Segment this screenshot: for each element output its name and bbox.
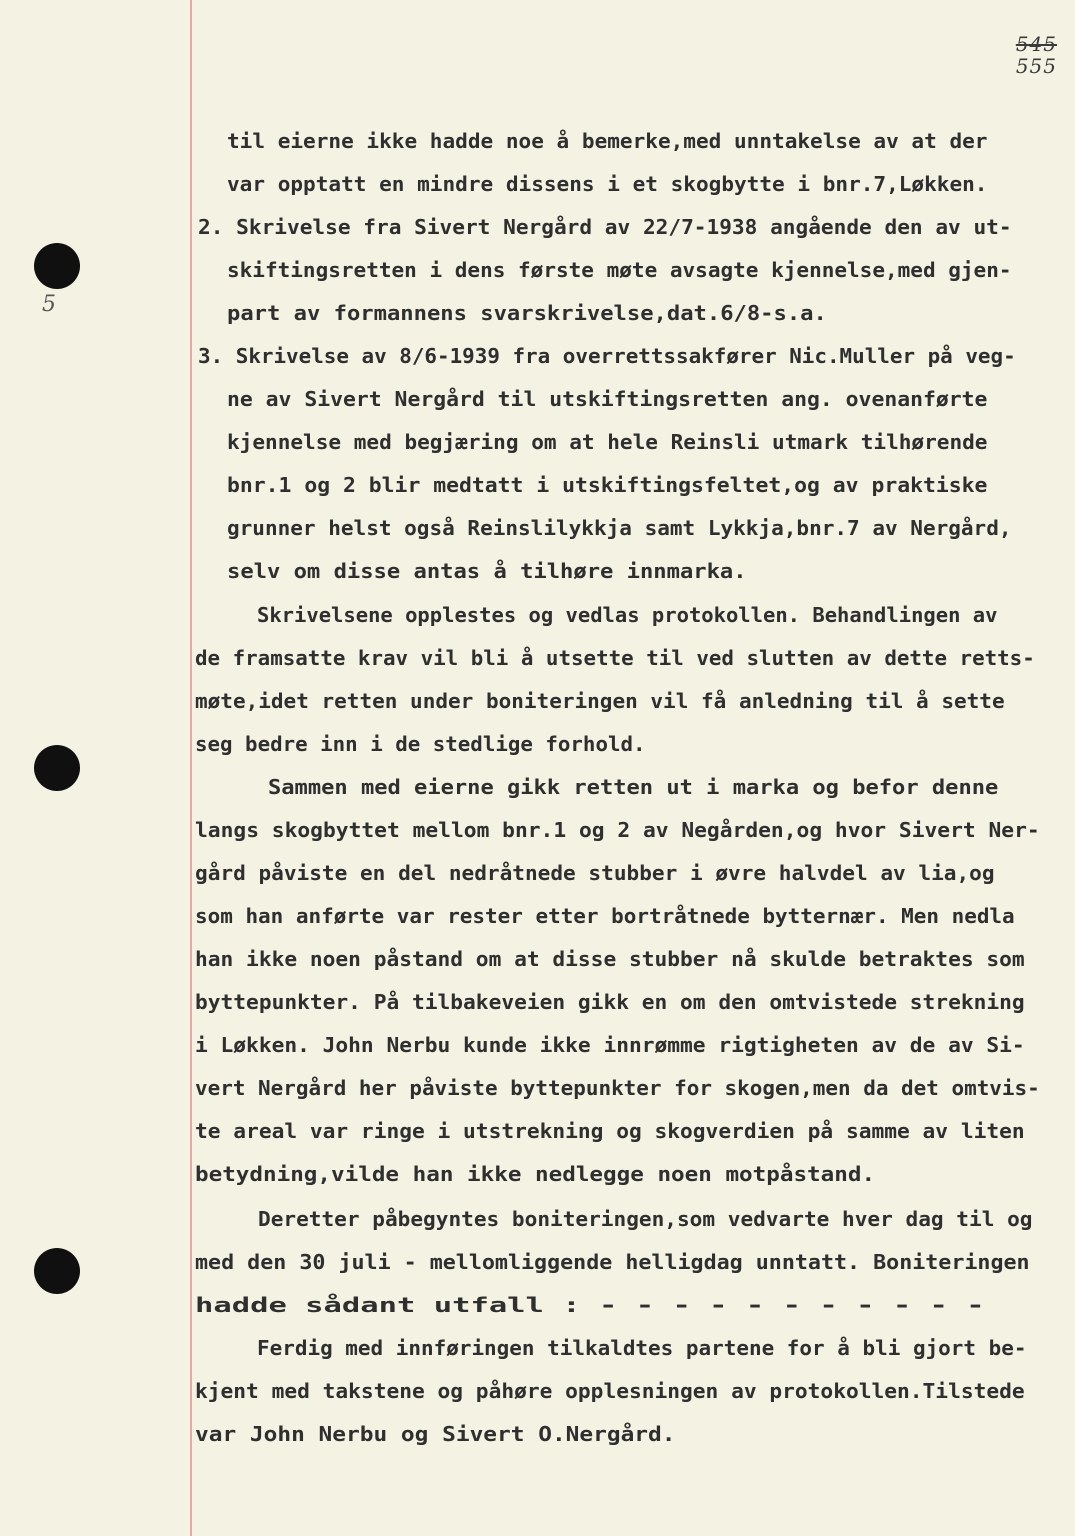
text-line: Sammen med eierne gikk retten ut i marka og befor denne — [268, 775, 999, 799]
text-line: møte,idet retten under boniteringen vil få anledning til å sette — [195, 689, 1005, 713]
page-number-annotation — [1016, 34, 1057, 76]
text-line: bnr.1 og 2 blir medtatt i utskiftingsfeltet,og av praktiske — [227, 473, 988, 497]
text-line: Deretter påbegyntes boniteringen,som vedvarte hver dag til og — [258, 1207, 1033, 1231]
text-line: var opptatt en mindre dissens i et skogbytte i bnr.7,Løkken. — [227, 172, 988, 196]
text-line: skiftingsretten i dens første møte avsagte kjennelse,med gjen- — [227, 258, 1012, 282]
page-number-bottom: 555 — [1015, 54, 1057, 78]
text-line: i Løkken. John Nerbu kunde ikke innrømme rigtigheten av de av Si- — [195, 1033, 1025, 1057]
text-line: 2. Skrivelse fra Sivert Nergård av 22/7-1938 angående den av ut- — [198, 215, 1012, 239]
text-line: part av formannens svarskrivelse,dat.6/8-s.a. — [227, 301, 827, 325]
text-line: te areal var ringe i utstrekning og skogverdien på samme av liten — [195, 1119, 1025, 1143]
text-line: som han anførte var rester etter bortråtnede bytternær. Men nedla — [195, 904, 1015, 928]
text-line: han ikke noen påstand om at disse stubber nå skulde betraktes som — [195, 947, 1025, 971]
punch-hole — [34, 745, 80, 791]
text-line: kjennelse med begjæring om at hele Reinsli utmark tilhørende — [227, 430, 988, 454]
text-line: selv om disse antas å tilhøre innmarka. — [227, 559, 747, 583]
text-line: hadde sådant utfall : - - - - - - - - - - - — [195, 1293, 985, 1317]
text-line: ne av Sivert Nergård til utskiftingsretten ang. ovenanførte — [227, 387, 988, 411]
punch-hole — [34, 243, 80, 289]
text-line: grunner helst også Reinslilykkja samt Lykkja,bnr.7 av Nergård, — [227, 516, 1012, 540]
text-line: 3. Skrivelse av 8/6-1939 fra overrettssakfører Nic.Muller på veg- — [198, 344, 1016, 368]
text-line: med den 30 juli - mellomliggende helligdag unntatt. Boniteringen — [195, 1250, 1030, 1274]
text-line: de framsatte krav vil bli å utsette til ved slutten av dette retts- — [195, 646, 1035, 670]
text-line: gård påviste en del nedråtnede stubber i øvre halvdel av lia,og — [195, 861, 995, 885]
text-line: betydning,vilde han ikke nedlegge noen motpåstand. — [195, 1162, 876, 1186]
text-line: Ferdig med innføringen tilkaldtes partene for å bli gjort be- — [257, 1336, 1027, 1360]
text-line: var John Nerbu og Sivert O.Nergård. — [195, 1422, 676, 1446]
text-line: Skrivelsene opplestes og vedlas protokollen. Behandlingen av — [257, 603, 998, 627]
text-line: til eierne ikke hadde noe å bemerke,med unntakelse av at der — [227, 129, 988, 153]
punch-hole — [34, 1248, 80, 1294]
text-line: byttepunkter. På tilbakeveien gikk en om den omtvistede strekning — [195, 990, 1025, 1014]
text-line: langs skogbyttet mellom bnr.1 og 2 av Negården,og hvor Sivert Ner- — [195, 818, 1040, 842]
margin-rule — [190, 0, 192, 1536]
page-number-top: 545 — [1015, 32, 1057, 56]
text-line: kjent med takstene og påhøre opplesningen av protokollen.Tilstede — [195, 1379, 1025, 1403]
text-line: seg bedre inn i de stedlige forhold. — [195, 732, 646, 756]
margin-note: 5 — [42, 292, 56, 317]
text-line: vert Nergård her påviste byttepunkter for skogen,men da det omtvis- — [195, 1076, 1040, 1100]
